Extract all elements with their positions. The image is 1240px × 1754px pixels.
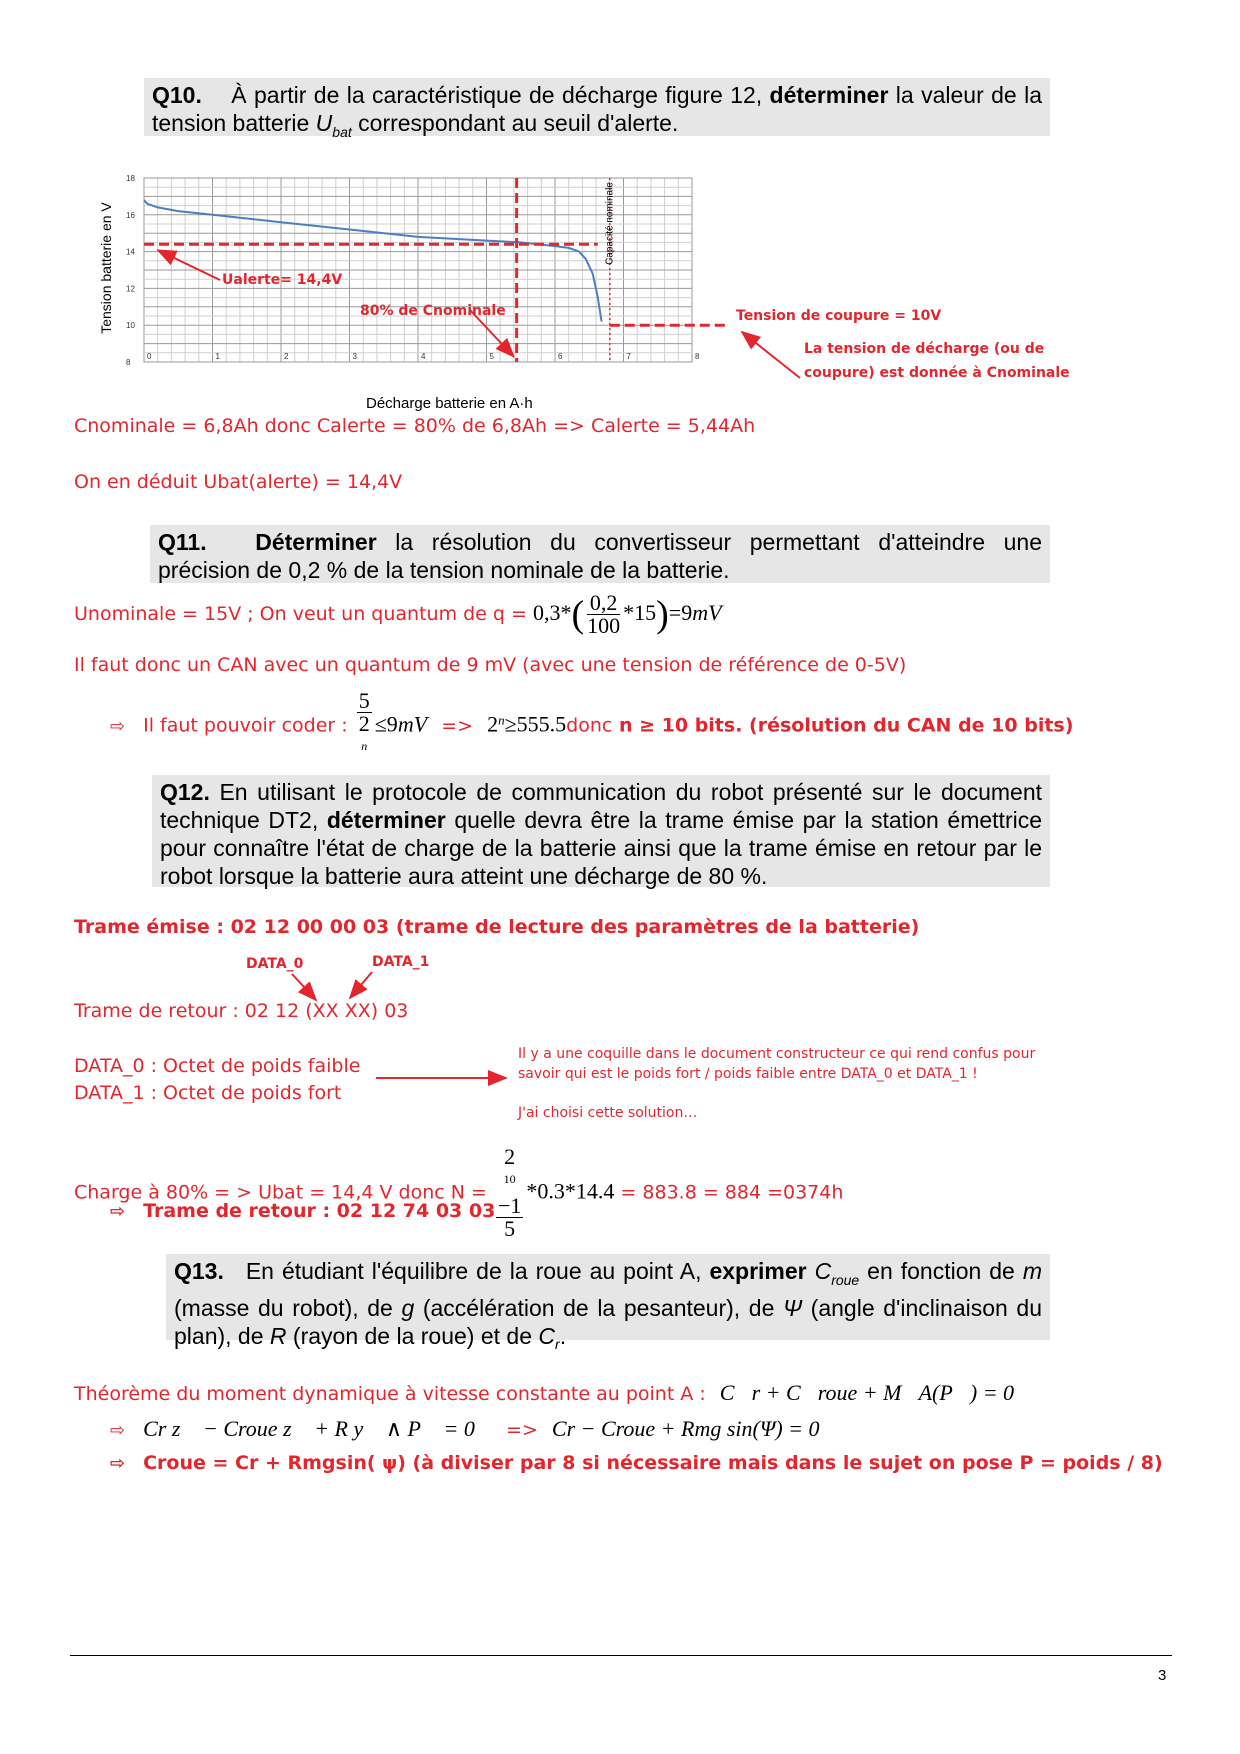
cutoff-label: Tension de coupure = 10V — [736, 308, 942, 324]
a12-note2: savoir qui est le poids fort / poids faible entre DATA_0 et DATA_1 ! — [518, 1066, 978, 1082]
q10-number: Q10. — [152, 82, 202, 108]
q13-text-d: (accélération de la pesanteur), de — [414, 1294, 783, 1321]
a13-line3-text: Croue = Cr + Rmgsin( ψ) (à diviser par 8 si nécessaire mais dans le sujet on pose P = poids / 8) — [143, 1452, 1163, 1474]
a11-donc: donc — [566, 714, 613, 737]
q13-cr: C — [538, 1322, 556, 1349]
a11-m4: ≤9 — [374, 711, 398, 737]
a13-eq2b: Cr − Croue + Rmg sin(Ψ) = 0 — [551, 1416, 820, 1441]
ualerte-label: Ualerte= 14,4V — [222, 272, 343, 288]
q10-text-c: la valeur de la tension batterie — [152, 82, 1042, 136]
chart-xlabel: Décharge batterie en A·h — [366, 395, 533, 412]
a11-frac — [587, 592, 620, 637]
a13-line1-prefix: Théorème du moment dynamique à vitesse constante au point A : — [74, 1383, 706, 1405]
q13-m: m — [1022, 1258, 1042, 1284]
x-tick-label: 4 — [421, 352, 426, 361]
a11-frac-den: 100 — [587, 613, 621, 638]
a11-m5: 2 — [487, 711, 499, 737]
a12-frac-mult: *0.3*14.4 — [526, 1178, 615, 1204]
a11-line1-prefix: Unominale = 15V ; On veut un quantum de q = — [74, 603, 527, 625]
chart-ylabel: Tension batterie en V — [98, 202, 114, 334]
q12-number: Q12. — [160, 779, 210, 805]
y-tick-label: 12 — [126, 284, 135, 294]
a12-trame-final — [110, 1200, 495, 1222]
a13-line3 — [110, 1452, 1163, 1474]
x-tick-label: 1 — [215, 352, 220, 361]
q11-number: Q11. — [158, 529, 207, 555]
a11-frac2 — [357, 690, 372, 762]
a12-charge-prefix: Charge à 80% = > Ubat = 14,4 V donc N = — [74, 1181, 487, 1204]
y-tick-label: 8 — [126, 358, 131, 367]
q11-bold: Déterminer — [255, 529, 377, 555]
a11-m2: *15 — [623, 600, 657, 625]
note-line-1: La tension de décharge (ou de — [804, 341, 1045, 357]
a11-m1: 0,3* — [532, 600, 572, 625]
a13-line1 — [74, 1380, 1031, 1406]
data1-label: DATA_1 — [372, 954, 430, 970]
a12-data1: DATA_1 : Octet de poids fort — [74, 1082, 342, 1104]
a12-trame-final-text: Trame de retour : 02 12 74 03 03 — [143, 1200, 496, 1222]
q13-text-a: En étudiant l'équilibre de la roue au point A, — [237, 1258, 710, 1284]
a12-note1: Il y a une coquille dans le document constructeur ce qui rend confus pour — [518, 1046, 1036, 1062]
page-number: 3 — [1158, 1667, 1167, 1684]
a12-trame-retour: Trame de retour : 02 12 (XX XX) 03 — [74, 1000, 409, 1022]
q10-text-a: À partir de la caractéristique de décharge figure 12, — [231, 82, 770, 108]
a12-frac-den: 5 — [504, 1216, 516, 1242]
q12-box — [152, 775, 1050, 887]
a11-m4-unit: mV — [397, 711, 428, 737]
a12-frac-exp: 10 — [503, 1172, 516, 1186]
a11-frac2-exp: n — [361, 739, 368, 753]
a11-result: n ≥ 10 bits. (résolution du CAN de 10 bits) — [612, 714, 1074, 737]
q11-text: la résolution du convertisseur permettant d'atteindre une précision de 0,2 % de la tension nominale de la batterie. — [158, 529, 1042, 583]
q13-text-f: (rayon de la roue) et de — [286, 1322, 539, 1349]
paren-close: ) — [656, 593, 669, 636]
q13-cr-sub: r — [555, 1336, 560, 1353]
discharge-chart — [0, 160, 1240, 450]
q13-g: g — [401, 1294, 415, 1321]
q13-text-g: . — [559, 1322, 567, 1349]
y-tick-label: 14 — [126, 247, 135, 257]
data0-arrow — [292, 974, 316, 1000]
note-line-2: coupure) est donnée à Cnominale — [804, 365, 1070, 381]
q13-psi: Ψ — [782, 1294, 803, 1321]
a10-line2: On en déduit Ubat(alerte) = 14,4V — [74, 471, 403, 493]
a12-frac-rest: −1 — [497, 1193, 522, 1219]
a11-line3 — [110, 690, 1073, 762]
a11-frac2-den: 2 — [358, 711, 370, 736]
a12-data0: DATA_0 : Octet de poids faible — [74, 1055, 361, 1077]
a12-frac — [496, 1146, 523, 1240]
q13-c: C — [806, 1258, 832, 1284]
a11-m3: =9 — [668, 600, 693, 625]
y-tick-label: 18 — [126, 174, 135, 183]
q12-text-b: quelle devra être la trame émise par la station émettrice pour connaître l'état de charge de la batterie ainsi que la trame émise en retour par le robot lorsque la batterie aura atteint une décharge de 80 %. — [160, 807, 1042, 889]
x-tick-label: 6 — [558, 352, 563, 361]
y-tick-label: 16 — [126, 210, 135, 220]
a10-line1: Cnominale = 6,8Ah donc Calerte = 80% de 6,8Ah => Calerte = 5,44Ah — [74, 415, 756, 437]
data0-label: DATA_0 — [246, 956, 304, 972]
x-tick-label: 7 — [626, 352, 631, 361]
x-tick-label: 3 — [352, 352, 357, 361]
hollow-arrow-icon: ⇨ — [110, 1420, 126, 1441]
a12-frac-base: 2 — [504, 1144, 516, 1169]
a11-frac2-num: 5 — [358, 688, 370, 713]
q13-text-b: en fonction de — [859, 1258, 1023, 1284]
a13-eq2a: Cr z⃗ − Croue z⃗ + R y⃗ ∧ P⃗ = 0⃗ — [143, 1416, 492, 1441]
a11-m3-unit: mV — [692, 600, 722, 625]
a12-charge-result: = 883.8 = 884 =0374h — [614, 1181, 844, 1204]
q13-number: Q13. — [174, 1258, 224, 1284]
x-tick-label: 2 — [284, 352, 289, 361]
cnom80-label: 80% de Cnominale — [360, 303, 506, 319]
y-tick-label: 10 — [126, 321, 135, 331]
x-tick-label: 8 — [695, 352, 700, 361]
a11-arrow: => — [441, 714, 474, 737]
a11-m5b: ≥555.5 — [504, 711, 567, 737]
q13-c-sub: roue — [831, 1271, 860, 1288]
q13-r: R — [269, 1322, 287, 1349]
a12-note3: J'ai choisi cette solution… — [518, 1105, 698, 1121]
x-tick-label: 5 — [489, 352, 494, 361]
q11-box — [150, 525, 1050, 583]
q13-box — [166, 1254, 1050, 1353]
a11-line2: Il faut donc un CAN avec un quantum de 9 mV (avec une tension de référence de 0-5V) — [74, 654, 907, 676]
hollow-arrow-icon: ⇨ — [110, 1453, 126, 1474]
q10-u-sub: bat — [332, 123, 352, 140]
a12-trame-emise: Trame émise : 02 12 00 00 03 (trame de lecture des paramètres de la batterie) — [74, 916, 920, 938]
a12-charge — [74, 1146, 843, 1240]
data1-arrow — [350, 972, 372, 998]
a13-eq1: C⃗r + C⃗roue + M⃗A(P⃗) = 0⃗ — [719, 1380, 1032, 1405]
hollow-arrow-icon: ⇨ — [110, 715, 126, 737]
a13-eq2-arrow: => — [506, 1419, 538, 1441]
a13-line2 — [110, 1416, 820, 1442]
q12-bold: déterminer — [326, 807, 446, 833]
vertical-label: Capacité nominale — [604, 182, 616, 265]
footer-rule — [70, 1655, 1172, 1656]
note-arrow-chart — [742, 332, 800, 378]
a11-frac-num: 0,2 — [587, 592, 620, 615]
a11-m5-exp: n — [498, 712, 505, 728]
q12-text-a: En utilisant le protocole de communication du robot présenté sur le document technique DT2, — [160, 779, 1042, 833]
a11-line3-prefix: Il faut pouvoir coder : — [143, 714, 348, 737]
q10-bold: déterminer — [769, 82, 889, 108]
paren-open: ( — [571, 593, 585, 636]
q13-text-c: (masse du robot), de — [174, 1294, 402, 1321]
hollow-arrow-icon: ⇨ — [110, 1201, 126, 1222]
q10-text-d: correspondant au seuil d'alerte. — [351, 110, 679, 136]
q10-box — [144, 78, 1050, 140]
q13-text-e: (angle d'inclinaison du plan), de — [174, 1294, 1042, 1349]
a11-line1 — [74, 592, 722, 637]
q13-bold: exprimer — [709, 1258, 807, 1284]
q10-u: U — [315, 110, 333, 136]
x-tick-label: 0 — [147, 352, 152, 361]
